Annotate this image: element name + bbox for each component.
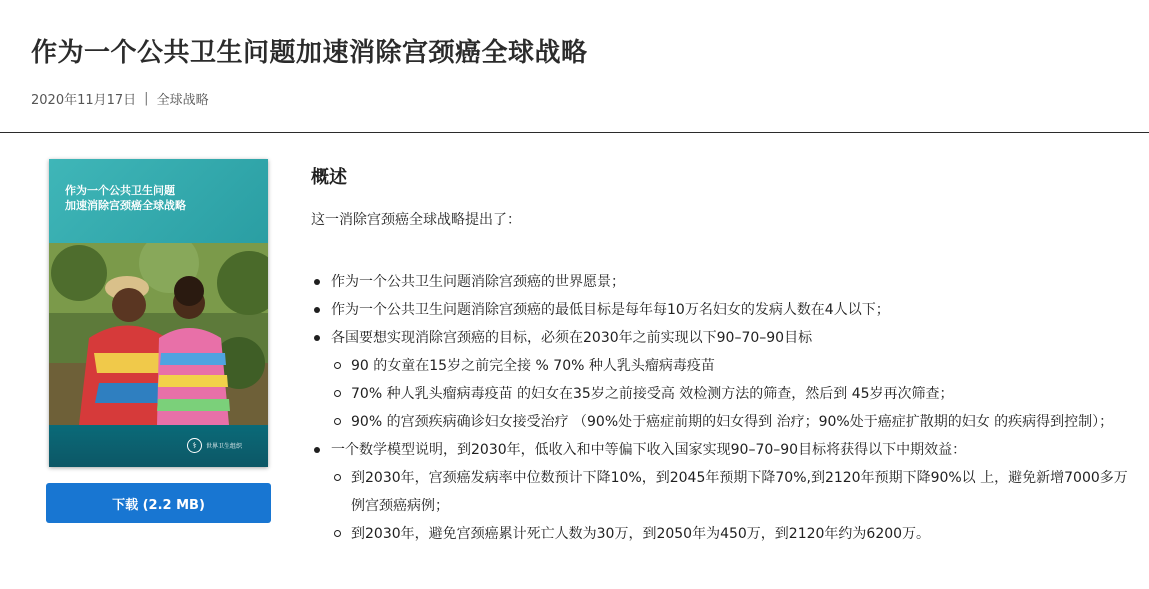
sublist-item	[331, 464, 1141, 520]
sublist-item-text: 到2030年，宫颈癌发病率中位数预计下降10%，到2045年预期下降70%,到2120年预期下降90%以 上，避免新增7000多万例宫颈癌病例；	[351, 470, 1128, 514]
sublist-item-text: 到2030年，避免宫颈癌累计死亡人数为30万，到2050年为450万，到2120年约为6200万。	[351, 526, 931, 542]
sublist-item-text: 90% 的宫颈疾病确诊妇女接受治疗 （90%处于癌症前期的妇女得到 治疗；90%处于癌症扩散期的妇女 的疾病得到控制）；	[351, 414, 1114, 430]
list-item	[311, 268, 1141, 296]
header-divider	[0, 132, 1149, 133]
cover-footer	[49, 425, 268, 467]
sublist-item	[331, 408, 1141, 436]
list-item-text: 各国要想实现消除宫颈癌的目标，必须在2030年之前实现以下90–70–90目标	[331, 330, 813, 346]
overview-section	[311, 166, 1141, 542]
sublist-item-text: 90 的女童在15岁之前完全接 % 70% 种人乳头瘤病毒疫苗	[351, 358, 715, 374]
meta-separator: |	[144, 91, 149, 106]
sublist-item	[331, 352, 1141, 380]
overview-intro: 这一消除宫颈癌全球战略提出了：	[311, 212, 521, 228]
sublist-item	[331, 520, 1141, 548]
list-item-text: 作为一个公共卫生问题消除宫颈癌的最低目标是每年每10万名妇女的发病人数在4人以下；	[331, 302, 890, 318]
list-item	[311, 436, 1141, 548]
download-button[interactable]: 下载 (2.2 MB)	[46, 483, 271, 523]
list-item	[311, 324, 1141, 436]
category-link[interactable]: 全球战略	[156, 93, 209, 108]
who-logo	[187, 438, 242, 453]
publisher-name: 世界卫生组织	[205, 443, 242, 450]
list-item-text: 一个数学模型说明，到2030年，低收入和中等偏下收入国家实现90–70–90目标将获得以下中期效益：	[331, 442, 967, 458]
benefits-sublist	[331, 464, 1141, 548]
overview-heading: 概述	[311, 167, 347, 188]
cover-title: 作为一个公共卫生问题 加速消除宫颈癌全球战略	[65, 184, 186, 212]
targets-sublist	[331, 352, 1141, 436]
article-meta	[31, 89, 209, 108]
page-title: 作为一个公共卫生问题加速消除宫颈癌全球战略	[31, 38, 588, 68]
cover-header	[49, 159, 268, 243]
who-emblem-icon: ⚕	[187, 438, 202, 453]
sublist-item-text: 70% 种人乳头瘤病毒疫苗 的妇女在35岁之前接受高 效检测方法的筛查，然后到 45岁再次筛查；	[351, 386, 954, 402]
sublist-item	[331, 380, 1141, 408]
cover-photo	[49, 243, 268, 425]
publish-date: 2020年11月17日	[31, 93, 137, 108]
report-cover-image[interactable]	[49, 159, 268, 467]
overview-list	[311, 268, 1141, 548]
list-item-text: 作为一个公共卫生问题消除宫颈癌的世界愿景；	[331, 274, 625, 290]
list-item	[311, 296, 1141, 324]
